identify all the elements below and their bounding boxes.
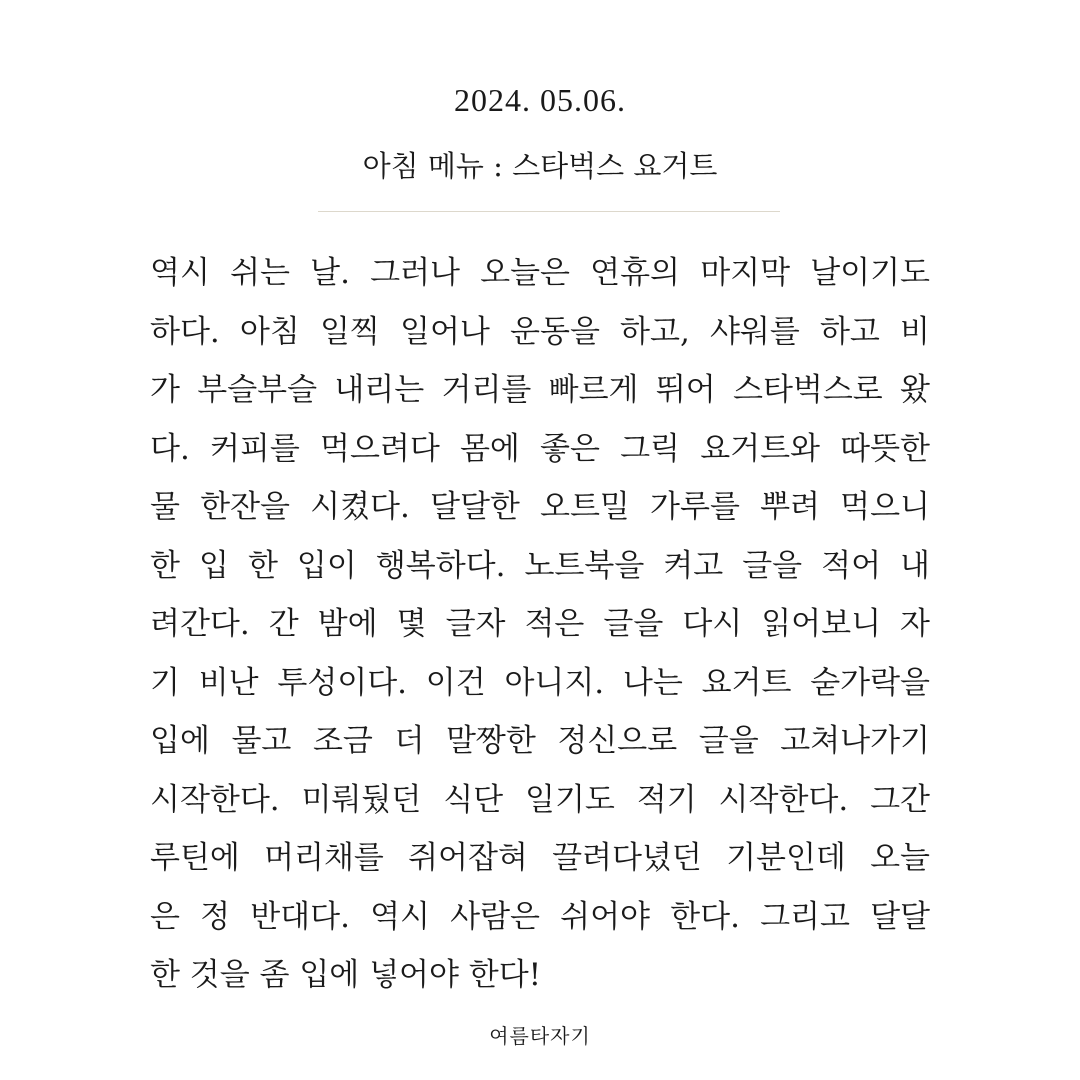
author-signature: 여름타자기 [489,1024,591,1048]
body-line: 하다. 아침 일찍 일어나 운동을 하고, 샤워를 하고 비 [150,313,930,350]
body-line: 역시 쉬는 날. 그러나 오늘은 연휴의 마지막 날이기도 [150,255,930,291]
body-line: 한 것을 좀 입에 넣어야 한다! [150,957,542,993]
body-line: 기 비난 투성이다. 이건 아니지. 나는 요거트 숟가락을 [150,664,930,701]
body-line: 시작한다. 미뤄뒀던 식단 일기도 적기 시작한다. 그간 [150,781,930,818]
body-line: 가 부슬부슬 내리는 거리를 빠르게 뛰어 스타벅스로 왔 [150,372,930,408]
body-line: 입에 물고 조금 더 말짱한 정신으로 글을 고쳐나가기 [150,723,930,759]
body-line: 물 한잔을 시켰다. 달달한 오트밀 가루를 뿌려 먹으니 [150,489,930,525]
diary-body [150,244,940,1005]
body-line: 다. 커피를 먹으려다 몸에 좋은 그릭 요거트와 따뜻한 [150,430,930,467]
body-line: 한 입 한 입이 행복하다. 노트북을 켜고 글을 적어 내 [150,547,930,584]
breakfast-menu: 아침 메뉴 : 스타벅스 요거트 [362,149,718,183]
entry-date: 2024. 05.06. [454,82,626,118]
body-line: 려간다. 간 밤에 몇 글자 적은 글을 다시 읽어보니 자 [150,606,930,642]
body-line: 은 정 반대다. 역시 사람은 쉬어야 한다. 그리고 달달 [150,898,930,935]
divider [318,211,780,212]
body-line: 루틴에 머리채를 쥐어잡혀 끌려다녔던 기분인데 오늘 [150,840,930,876]
